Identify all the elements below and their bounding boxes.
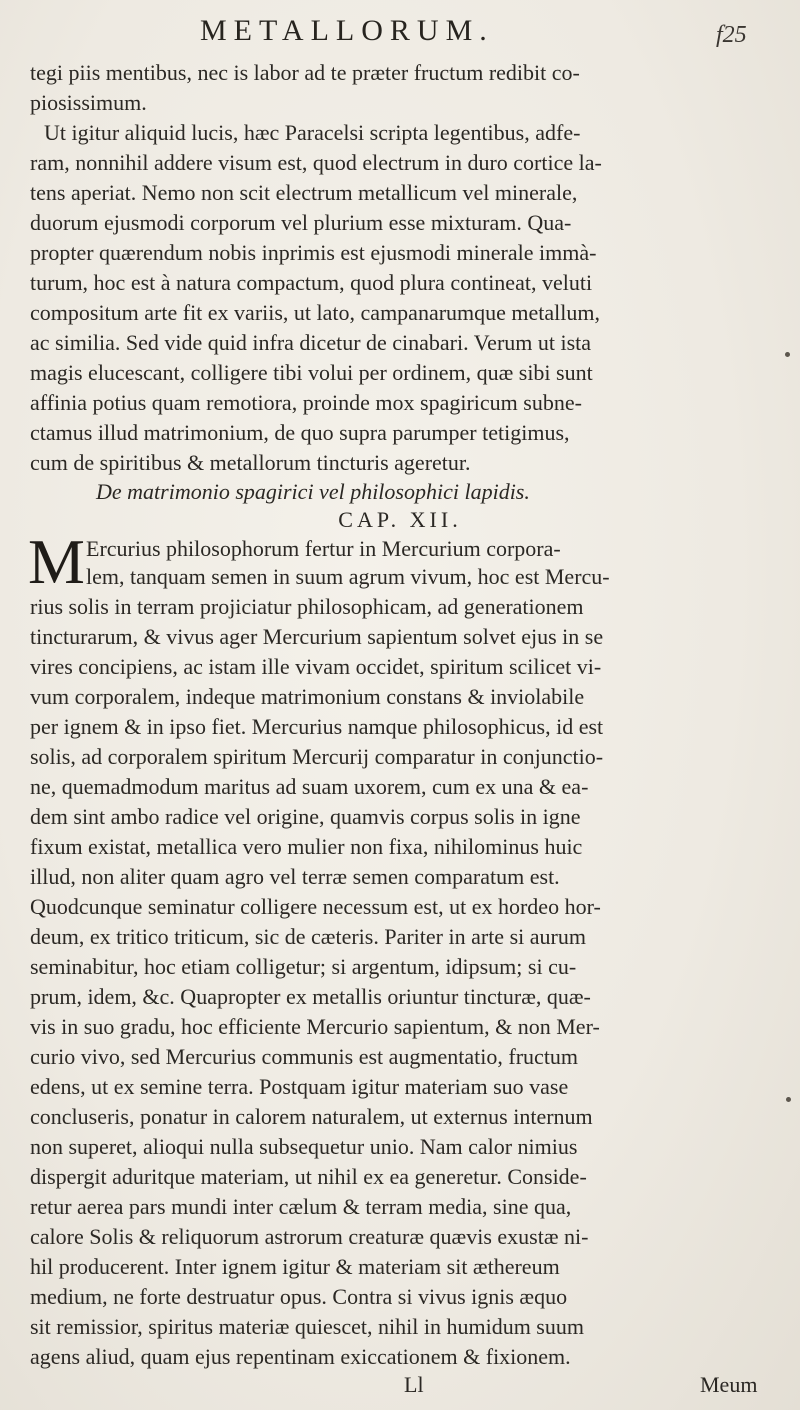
text-line: edens, ut ex semine terra. Postquam igitur materiam suo vase (30, 1074, 569, 1099)
text-line: lem, tanquam semen in suum agrum vivum, hoc est Mercu- (86, 564, 610, 589)
text-line: magis elucescant, colligere tibi volui per ordinem, quæ sibi sunt (30, 360, 593, 385)
text-line: seminabitur, hoc etiam colligetur; si argentum, idipsum; si cu- (30, 954, 577, 979)
drop-cap: M (28, 526, 85, 597)
chapter-title: De matrimonio spagirici vel philosophici lapidis. (96, 479, 530, 504)
text-line: ctamus illud matrimonium, de quo supra parumper tetigimus, (30, 420, 570, 445)
text-line: cum de spiritibus & metallorum tincturis ageretur. (30, 450, 471, 475)
text-line: calore Solis & reliquorum astrorum creaturæ quævis exustæ ni- (30, 1224, 589, 1249)
text-line: non superet, alioqui nulla subsequetur unio. Nam calor nimius (30, 1134, 578, 1159)
chapter-number: CAP. XII. (338, 507, 462, 532)
signature-mark: Ll (404, 1372, 424, 1397)
text-line: dem sint ambo radice vel origine, quamvis corpus solis in igne (30, 804, 581, 829)
text-line: turum, hoc est à natura compactum, quod plura contineat, veluti (30, 270, 593, 295)
margin-speck (786, 1097, 791, 1102)
text-line: sit remissior, spiritus materiæ quiescet, nihil in humidum suum (30, 1314, 584, 1339)
text-line: hil producerent. Inter ignem igitur & materiam sit æthereum (30, 1254, 560, 1279)
text-line: affinia potius quam remotiora, proinde mox spagiricum subne- (30, 390, 582, 415)
page-number: f25 (716, 22, 747, 48)
text-line: propter quærendum nobis inprimis est ejusmodi minerale immà- (30, 240, 597, 265)
text-line: ac similia. Sed vide quid infra dicetur de cinabari. Verum ut ista (30, 330, 592, 355)
text-line: concluseris, ponatur in calorem naturalem, ut externus internum (30, 1104, 593, 1129)
text-line: tincturarum, & vivus ager Mercurium sapientum solvet ejus in se (30, 624, 604, 649)
text-line: fixum existat, metallica vero mulier non fixa, nihilominus huic (30, 834, 583, 859)
running-head: METALLORUM. (200, 14, 494, 47)
text-line: tegi piis mentibus, nec is labor ad te præter fructum redibit co- (30, 60, 580, 85)
text-line: vis in suo gradu, hoc efficiente Mercurio sapientum, & non Mer- (30, 1014, 600, 1039)
catchword: Meum (700, 1372, 758, 1397)
text-line: duorum ejusmodi corporum vel plurium esse mixturam. Qua- (30, 210, 572, 235)
text-line: retur aerea pars mundi inter cælum & terram media, sine qua, (30, 1194, 572, 1219)
text-line: solis, ad corporalem spiritum Mercurij comparatur in conjunctio- (30, 744, 604, 769)
text-line: ne, quemadmodum maritus ad suam uxorem, cum ex una & ea- (30, 774, 589, 799)
margin-speck (785, 352, 790, 357)
text-line: Ut igitur aliquid lucis, hæc Paracelsi scripta legentibus, adfe- (44, 120, 581, 145)
text-line: prum, idem, &c. Quapropter ex metallis oriuntur tincturæ, quæ- (30, 984, 591, 1009)
text-line: compositum arte fit ex variis, ut lato, campanarumque metallum, (30, 300, 601, 325)
text-line: vires concipiens, ac istam ille vivam occidet, spiritum scilicet vi- (30, 654, 602, 679)
text-line: dispergit aduritque materiam, ut nihil ex ea generetur. Conside- (30, 1164, 587, 1189)
text-line: piosissimum. (30, 90, 147, 115)
text-line: per ignem & in ipso fiet. Mercurius namque philosophicus, id est (30, 714, 604, 739)
text-line: medium, ne forte destruatur opus. Contra si vivus ignis æquo (30, 1284, 568, 1309)
text-line: agens aliud, quam ejus repentinam exiccationem & fixionem. (30, 1344, 571, 1369)
text-line: illud, non aliter quam agro vel terræ semen comparatum est. (30, 864, 560, 889)
text-line: Quodcunque seminatur colligere necessum est, ut ex hordeo hor- (30, 894, 601, 919)
text-line: ram, nonnihil addere visum est, quod electrum in duro cortice la- (30, 150, 602, 175)
text-line: deum, ex tritico triticum, sic de cæteris. Pariter in arte si aurum (30, 924, 586, 949)
text-line: rius solis in terram projiciatur philosophicam, ad generationem (30, 594, 584, 619)
text-line: tens aperiat. Nemo non scit electrum metallicum vel minerale, (30, 180, 578, 205)
text-line: vum corporalem, indeque matrimonium constans & inviolabile (30, 684, 585, 709)
text-line: curio vivo, sed Mercurius communis est augmentatio, fructum (30, 1044, 579, 1069)
text-line: Ercurius philosophorum fertur in Mercurium corpora- (86, 536, 561, 561)
